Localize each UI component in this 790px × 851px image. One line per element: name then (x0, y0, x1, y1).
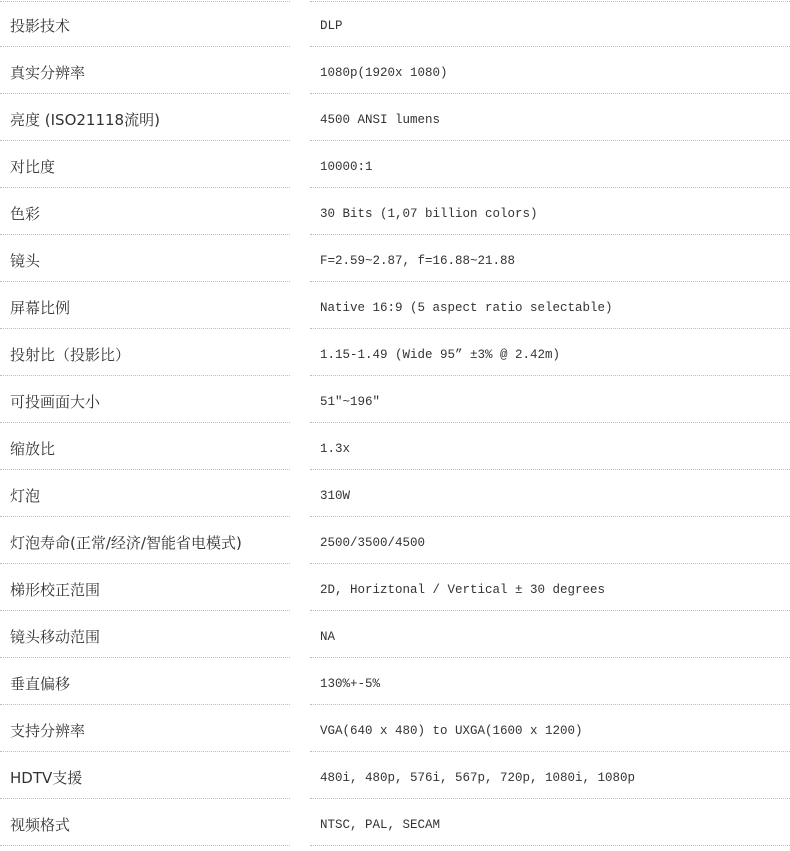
spec-label: 镜头移动范围 (10, 628, 101, 646)
spec-row (0, 141, 790, 188)
spec-label: 色彩 (10, 205, 41, 223)
spec-row (0, 470, 790, 517)
spec-value: VGA(640 x 480) to UXGA(1600 x 1200) (320, 724, 583, 738)
spec-label: 支持分辨率 (10, 722, 86, 740)
spec-row (0, 564, 790, 611)
spec-row (0, 799, 790, 846)
spec-row (0, 47, 790, 94)
spec-value: 1.15-1.49 (Wide 95” ±3% @ 2.42m) (320, 348, 561, 362)
spec-value: 10000:1 (320, 160, 373, 174)
spec-label: 灯泡 (10, 487, 41, 505)
spec-label: 投影技术 (10, 17, 71, 35)
spec-label: 垂直偏移 (10, 675, 71, 693)
spec-label: 灯泡寿命(正常/经济/智能省电模式) (10, 534, 242, 552)
spec-row (0, 517, 790, 564)
spec-row (0, 0, 790, 47)
spec-value: 2D, Horiztonal / Vertical ± 30 degrees (320, 583, 606, 597)
spec-row (0, 658, 790, 705)
spec-label: 亮度 (ISO21118流明) (10, 111, 160, 129)
spec-value: 310W (320, 489, 351, 503)
spec-row (0, 376, 790, 423)
spec-label: 对比度 (10, 158, 56, 176)
spec-value: 4500 ANSI lumens (320, 113, 441, 127)
spec-value: 51″~196″ (320, 395, 381, 409)
spec-row (0, 282, 790, 329)
spec-label: 镜头 (10, 252, 41, 270)
spec-value: 1.3x (320, 442, 351, 456)
spec-row (0, 752, 790, 799)
spec-label: 投射比（投影比） (10, 346, 131, 364)
spec-value: 130%+-5% (320, 677, 381, 691)
spec-label: 真实分辨率 (10, 64, 86, 82)
spec-value: DLP (320, 19, 343, 33)
spec-row (0, 235, 790, 282)
spec-value: 480i, 480p, 576i, 567p, 720p, 1080i, 1080p (320, 771, 636, 785)
spec-label: 视频格式 (10, 816, 71, 834)
spec-row (0, 611, 790, 658)
spec-row (0, 329, 790, 376)
spec-label: 可投画面大小 (10, 393, 101, 411)
spec-label: HDTV支援 (10, 769, 83, 787)
spec-row (0, 188, 790, 235)
spec-value: Native 16:9 (5 aspect ratio selectable) (320, 301, 613, 315)
spec-value: NA (320, 630, 336, 644)
spec-label: 缩放比 (10, 440, 56, 458)
spec-value: 2500/3500/4500 (320, 536, 426, 550)
spec-value: NTSC, PAL, SECAM (320, 818, 441, 832)
spec-value: 30 Bits (1,07 billion colors) (320, 207, 538, 221)
spec-row (0, 94, 790, 141)
spec-label: 梯形校正范围 (10, 581, 101, 599)
spec-value: 1080p(1920x 1080) (320, 66, 448, 80)
spec-row (0, 705, 790, 752)
spec-value: F=2.59~2.87, f=16.88~21.88 (320, 254, 516, 268)
spec-label: 屏幕比例 (10, 299, 71, 317)
spec-row (0, 423, 790, 470)
